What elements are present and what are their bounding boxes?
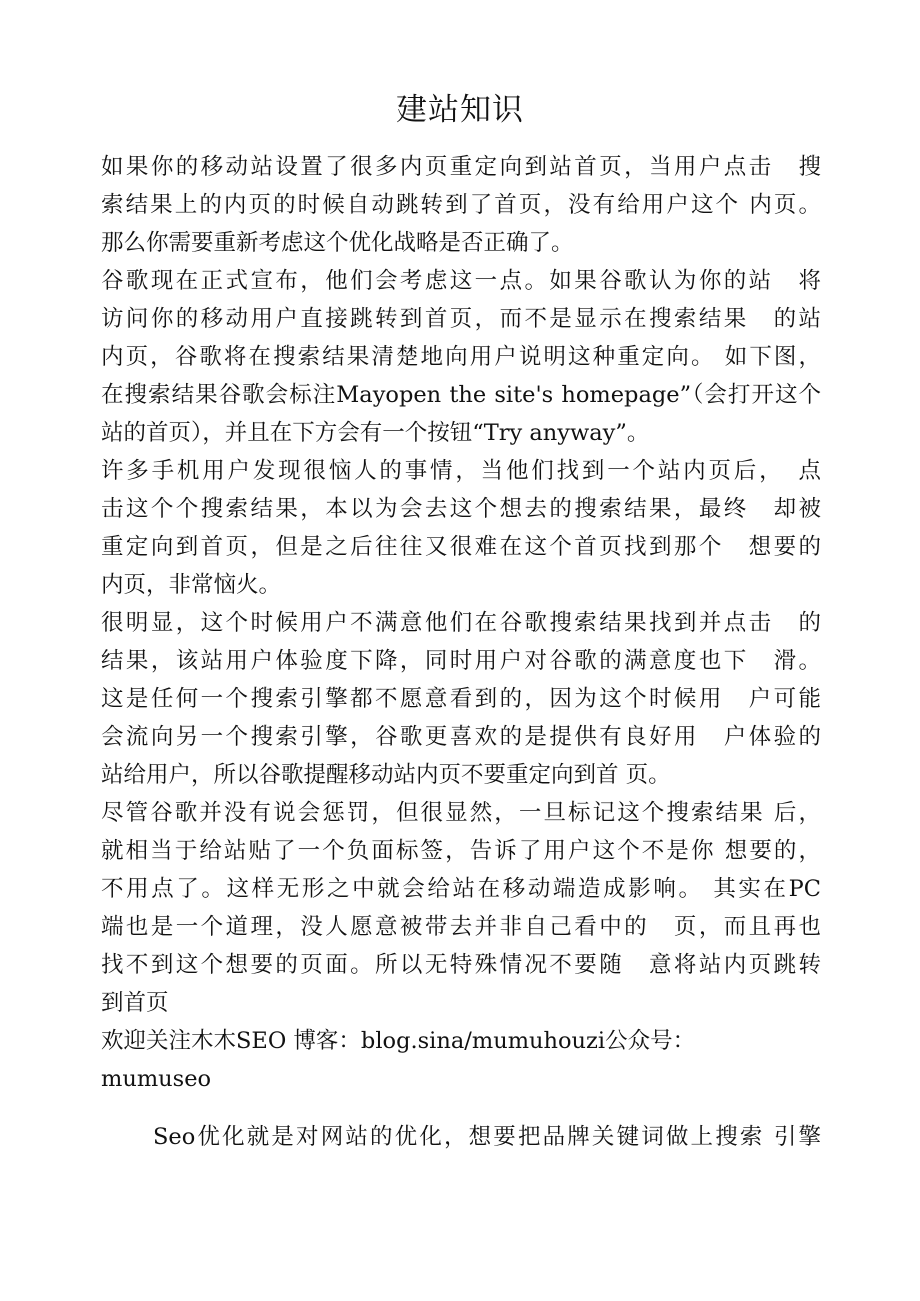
text-line: 到首页 [101,990,169,1016]
text-line: 尽管谷歌并没有说会惩罚，但很显然，一旦标记这个搜索结果 后， [101,800,821,826]
text-line: 内页，谷歌将在搜索结果清楚地向用户说明这种重定向。 如下图， [101,344,821,370]
paragraph-negative-label [101,794,821,1022]
document-title: 建站知识 [396,92,524,128]
text-line: 访问你的移动用户直接跳转到首页，而不是显示在搜索结果 的站 [101,306,821,332]
paragraph-redirect-intro [101,148,821,262]
text-line: Seo优化就是对网站的优化，想要把品牌关键词做上搜索 引擎 [153,1124,821,1150]
text-line: 站给用户，所以谷歌提醒移动站内页不要重定向到首 页。 [101,762,671,788]
text-line: 这是任何一个搜索引擎都不愿意看到的，因为这个时候用 户可能 [101,686,821,712]
paragraph-follow-info [101,1022,821,1098]
text-line: 结果，该站用户体验度下降，同时用户对谷歌的满意度也下 滑。 [101,648,821,674]
text-line: 许多手机用户发现很恼人的事情，当他们找到一个站内页后， 点 [101,458,821,484]
text-line: 内页，非常恼火。 [101,572,282,598]
text-line: 会流向另一个搜索引擎，谷歌更喜欢的是提供有良好用 户体验的 [101,724,821,750]
text-line: 很明显，这个时候用户不满意他们在谷歌搜索结果找到并点击 的 [101,610,821,636]
text-line: 就相当于给站贴了一个负面标签，告诉了用户这个不是你 想要的， [101,838,821,864]
paragraph-seo-definition [101,1118,821,1156]
document-body [101,148,821,1156]
text-line: 那么你需要重新考虑这个优化战略是否正确了。 [101,230,574,256]
text-line: 如果你的移动站设置了很多内页重定向到站首页，当用户点击 搜 [101,154,821,180]
text-line: 端也是一个道理，没人愿意被带去并非自己看中的 页，而且再也 [101,914,821,940]
text-line: 击这个个搜索结果，本以为会去这个想去的搜索结果，最终 却被 [101,496,821,522]
text-line: mumuseo [101,1066,212,1092]
text-line: 索结果上的内页的时候自动跳转到了首页，没有给用户这个 内页。 [101,192,821,218]
paragraph-user-frustration [101,452,821,604]
text-line: 不用点了。这样无形之中就会给站在移动端造成影响。 其实在PC [101,876,821,902]
text-line: 站的首页），并且在下方会有一个按钮“Try anyway”。 [101,420,650,446]
paragraph-spacer [101,1098,821,1118]
paragraph-google-announcement [101,262,821,452]
text-line: 谷歌现在正式宣布，他们会考虑这一点。如果谷歌认为你的站 将 [101,268,821,294]
paragraph-user-experience [101,604,821,794]
text-line: 找不到这个想要的页面。所以无特殊情况不要随 意将站内页跳转 [101,952,821,978]
text-line: 在搜索结果谷歌会标注Mayopen the site's homepage”（会打开这个 [101,382,821,408]
text-line: 欢迎关注木木SEO 博客：blog.sina/mumuhouzi公众号： [101,1028,696,1054]
text-line: 重定向到首页，但是之后往往又很难在这个首页找到那个 想要的 [101,534,821,560]
